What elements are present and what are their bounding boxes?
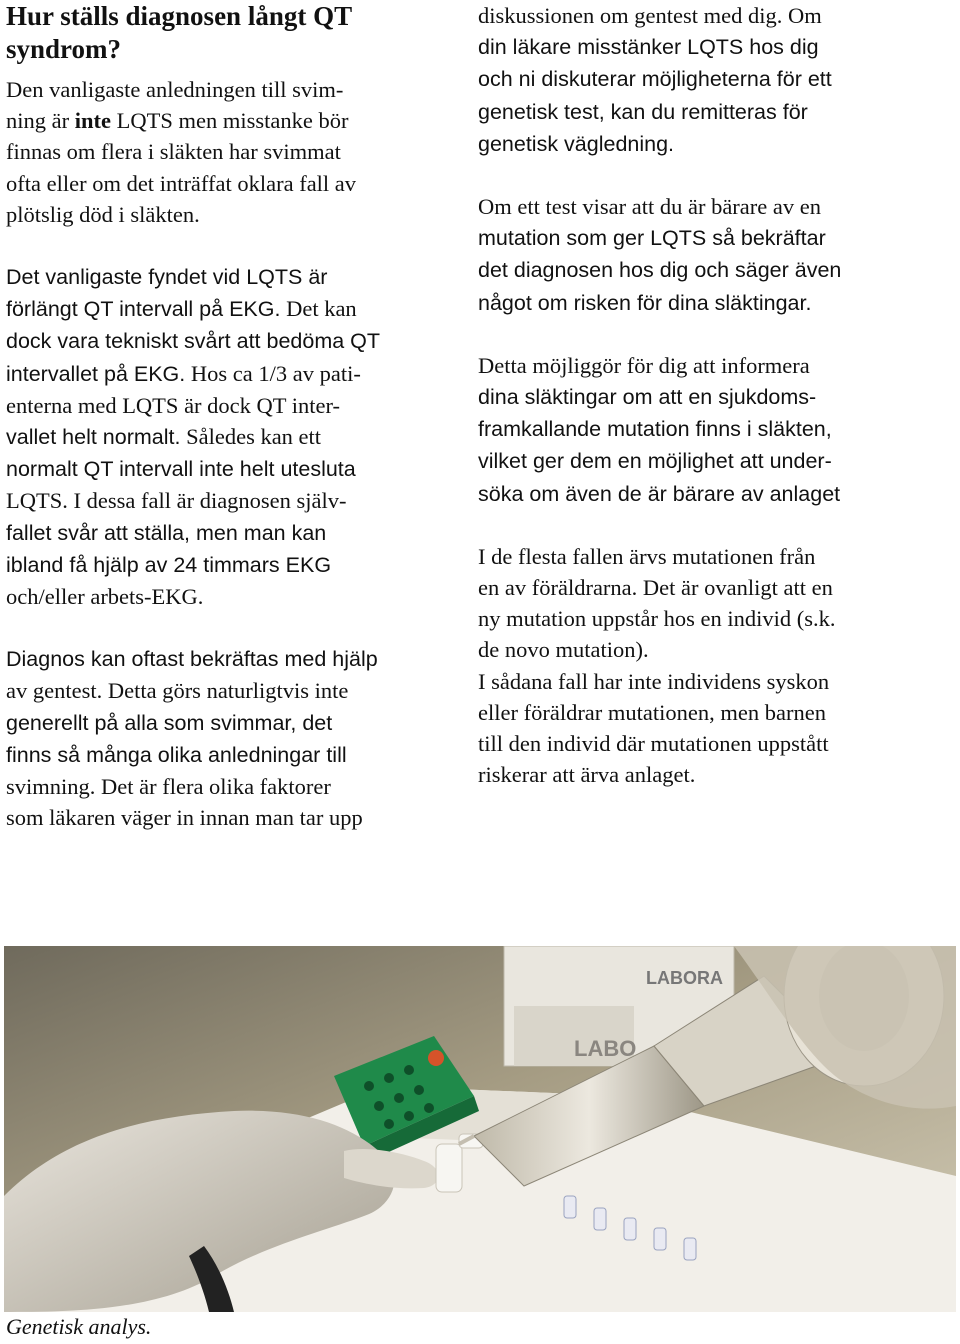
paragraph-inform-relatives: Detta möjliggör för dig att informera dina släktingar om att en sjukdoms- framkallande mutation finns i släkten, vilket ger dem en möjlighet att under- söka om även de är bärare av anlaget (478, 352, 841, 506)
paragraph-ekg: Det vanligaste fyndet vid LQTS är förlängt QT intervall på EKG. Det kan dock vara tekniskt svårt att bedöma QT intervallet på EKG. Hos ca 1/3 av pati- enterna med LQTS är dock QT inter- vallet helt normalt. Således kan ett normalt QT intervall inte helt utesluta LQTS. I dessa fall är diagnosen själv- fallet svår att ställa, men man kan ibland få hjälp av 24 timmars EKG och/eller arbets-EKG. (6, 265, 381, 610)
paragraph-gentest: Diagnos kan oftast bekräftas med hjälp av gentest. Detta görs naturligtvis inte generellt på alla som svimmar, det finns så många olika anledningar till svimning. Det är flera olika faktorer som läkaren väger in innan man tar upp (6, 647, 378, 831)
lab-scene-illustration (4, 946, 956, 1312)
box-label-top: LABORA (646, 968, 723, 988)
right-column (478, 0, 954, 790)
title-line-1: Hur ställs diagnosen långt QT (6, 1, 353, 31)
paragraph-referral: diskussionen om gentest med dig. Om din läkare misstänker LQTS hos dig och ni diskuterar möjligheterna för ett genetisk test, kan du remitteras för genetisk vägledning. (478, 3, 832, 156)
box-label-side: LABO (574, 1036, 637, 1061)
paragraph-syncope: Den vanligaste anledningen till svim- ning är inte LQTS men misstanke bör finnas om flera i släkten har svimmat ofta eller om det inträffat oklara fall av plötslig död i släkten. (6, 77, 357, 227)
page-title (6, 0, 458, 66)
genetic-analysis-photo (4, 946, 956, 1312)
emphasis-inte: inte (74, 108, 111, 134)
title-line-2: syndrom? (6, 34, 122, 64)
paragraph-carrier: Om ett test visar att du är bärare av en mutation som ger LQTS så bekräftar det diagnosen hos dig och säger även något om risken för dina släktingar. (478, 194, 842, 315)
left-column (6, 0, 458, 833)
photo-caption: Genetisk analys. (6, 1314, 152, 1339)
paragraph-inheritance: I de flesta fallen ärvs mutationen från en av föräldrarna. Det är ovanligt att en ny mutation uppstår hos en individ (s.k. de novo mutation). I sådana fall har inte individens syskon eller föräldrar mutationen, men barnen till den individ där mutationen uppstått riskerar att ärva anlaget. (478, 543, 836, 788)
